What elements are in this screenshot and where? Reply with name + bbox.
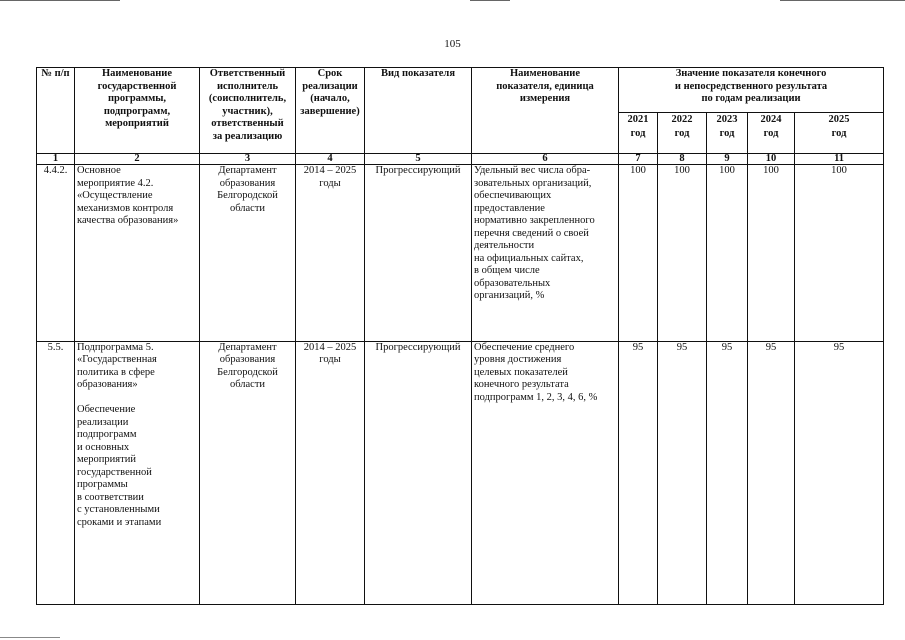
row-period: 2014 – 2025 годы xyxy=(296,341,365,604)
row-responsible: Департамент образования Белгородской области xyxy=(200,341,296,604)
column-number: 3 xyxy=(200,154,296,165)
header-year-2025: 2025 год xyxy=(795,112,884,154)
column-number: 7 xyxy=(619,154,658,165)
table-row xyxy=(37,341,884,604)
row-indicator-type: Прогрессирующий xyxy=(365,165,472,341)
column-number: 10 xyxy=(748,154,795,165)
header-period: Срок реализации (начало, завершение) xyxy=(296,68,365,154)
table-row xyxy=(37,165,884,341)
row-value-2022: 100 xyxy=(658,165,707,341)
column-number: 8 xyxy=(658,154,707,165)
scan-artifact-line xyxy=(0,0,120,1)
column-number: 5 xyxy=(365,154,472,165)
row-value-2021: 100 xyxy=(619,165,658,341)
header-program-name: Наименование государственной программы, подпрограмм, мероприятий xyxy=(75,68,200,154)
row-program-name: Основное мероприятие 4.2. «Осуществление механизмов контроля качества образования» xyxy=(75,165,200,341)
header-responsible: Ответственный исполнитель (соисполнитель, участник), ответственный за реализацию xyxy=(200,68,296,154)
header-number: № п/п xyxy=(37,68,75,154)
row-number: 5.5. xyxy=(37,341,75,604)
page-number: 105 xyxy=(444,38,461,50)
column-number-row xyxy=(37,154,884,165)
indicator-table xyxy=(36,67,884,605)
column-number: 6 xyxy=(472,154,619,165)
header-year-2024: 2024 год xyxy=(748,112,795,154)
row-value-2023: 100 xyxy=(707,165,748,341)
scan-artifact-line xyxy=(470,0,510,1)
row-value-2024: 100 xyxy=(748,165,795,341)
row-indicator-name: Обеспечение среднего уровня достижения целевых показателей конечного результата подпрограмм 1, 2, 3, 4, 6, % xyxy=(472,341,619,604)
scan-artifact-line xyxy=(780,0,905,1)
row-number: 4.4.2. xyxy=(37,165,75,341)
row-indicator-name: Удельный вес числа обра- зовательных организаций, обеспечивающих предоставление нормативно закрепленного перечня сведений о своей деятельности на официальных сайтах, в общем числе образовательных организаций, % xyxy=(472,165,619,341)
header-year-2021: 2021 год xyxy=(619,112,658,154)
row-program-name: Подпрограмма 5. «Государственная политика в сфере образования» Обеспечение реализации подпрограмм и основных мероприятий государственной программы в соответствии с установленными сроками и этапами xyxy=(75,341,200,604)
header-indicator-type: Вид показателя xyxy=(365,68,472,154)
row-responsible: Департамент образования Белгородской области xyxy=(200,165,296,341)
header-values-group: Значение показателя конечного и непосредственного результата по годам реализации xyxy=(619,68,884,113)
row-period: 2014 – 2025 годы xyxy=(296,165,365,341)
row-value-2022: 95 xyxy=(658,341,707,604)
column-number: 9 xyxy=(707,154,748,165)
row-value-2024: 95 xyxy=(748,341,795,604)
header-indicator-name: Наименование показателя, единица измерения xyxy=(472,68,619,154)
row-value-2025: 95 xyxy=(795,341,884,604)
column-number: 1 xyxy=(37,154,75,165)
header-year-2022: 2022 год xyxy=(658,112,707,154)
header-year-2023: 2023 год xyxy=(707,112,748,154)
column-number: 2 xyxy=(75,154,200,165)
scan-artifact-line xyxy=(0,637,60,638)
row-value-2023: 95 xyxy=(707,341,748,604)
row-indicator-type: Прогрессирующий xyxy=(365,341,472,604)
column-number: 4 xyxy=(296,154,365,165)
row-value-2021: 95 xyxy=(619,341,658,604)
row-value-2025: 100 xyxy=(795,165,884,341)
column-number: 11 xyxy=(795,154,884,165)
